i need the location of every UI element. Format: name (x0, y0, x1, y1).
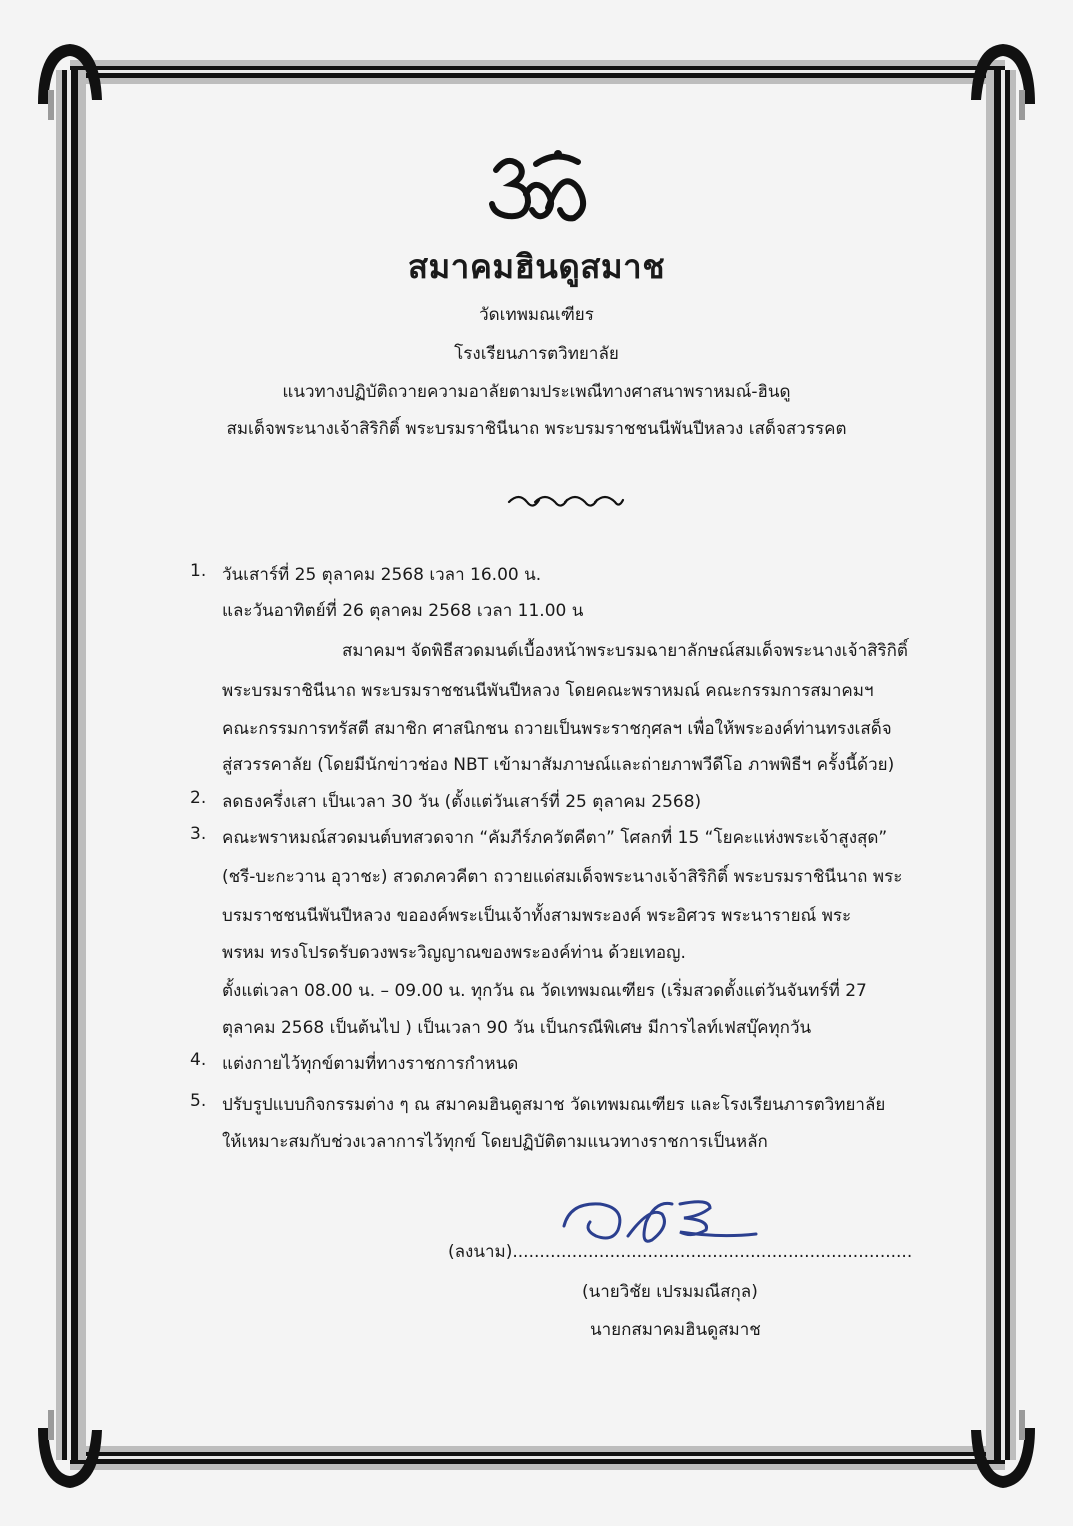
item-number: 2. (190, 788, 207, 808)
temple-name: วัดเทพมณเฑียร (479, 305, 594, 325)
item-5-line-1: ปรับรูปแบบกิจกรรมต่าง ๆ ณ สมาคมฮินดูสมาช วัดเทพมณเฑียร และโรงเรียนภารตวิทยาลัย (222, 1095, 886, 1115)
item-3-line-6: ตุลาคม 2568 เป็นต้นไป ) เป็นเวลา 90 วัน เป็นกรณีพิเศษ มีการไลท์เฟสบุ๊คทุกวัน (222, 1018, 812, 1038)
item-1-line-4: พระบรมราชินีนาถ พระบรมราชชนนีพันปีหลวง โดยคณะพราหมณ์ คณะกรรมการสมาคมฯ (222, 681, 874, 701)
item-5-line-2: ให้เหมาะสมกับช่วงเวลาการไว้ทุกข์ โดยปฏิบัติตามแนวทางราชการเป็นหลัก (222, 1132, 768, 1152)
item-3-line-3: บรมราชชนนีพันปีหลวง ขอองค์พระเป็นเจ้าทั้งสามพระองค์ พระอิศวร พระนารายณ์ พระ (222, 906, 852, 926)
signatory-name: (นายวิชัย เปรมมณีสกุล) (582, 1282, 758, 1302)
item-4-line-1: แต่งกายไว้ทุกข์ตามที่ทางราชการกำหนด (222, 1054, 519, 1074)
item-1-line-1: วันเสาร์ที่ 25 ตุลาคม 2568 เวลา 16.00 น. (222, 565, 542, 585)
item-number: 5. (190, 1091, 207, 1111)
item-2-line-1: ลดธงครึ่งเสา เป็นเวลา 30 วัน (ตั้งแต่วันเสาร์ที่ 25 ตุลาคม 2568) (222, 792, 702, 812)
item-1-line-3: สมาคมฯ จัดพิธีสวดมนต์เบื้องหน้าพระบรมฉายาลักษณ์สมเด็จพระนางเจ้าสิริกิติ์ (342, 641, 908, 661)
item-number: 3. (190, 824, 207, 844)
item-number: 1. (190, 561, 207, 581)
item-3-line-5: ตั้งแต่เวลา 08.00 น. – 09.00 น. ทุกวัน ณ วัดเทพมณเฑียร (เริ่มสวดตั้งแต่วันจันทร์ที่ 27 (222, 981, 867, 1001)
item-3-line-1: คณะพราหมณ์สวดมนต์บทสวดจาก “คัมภีร์ภควัตคีตา” โศลกที่ 15 “โยคะแห่งพระเจ้าสูงสุด” (222, 828, 888, 848)
document-subject: แนวทางปฏิบัติถวายความอาลัยตามประเพณีทางศาสนาพราหมณ์-ฮินดู (282, 382, 791, 402)
signatory-position: นายกสมาคมฮินดูสมาช (590, 1320, 761, 1340)
item-3-line-4: พรหม ทรงโปรดรับดวงพระวิญญาณของพระองค์ท่าน ด้วยเทอญ. (222, 943, 686, 963)
item-number: 4. (190, 1050, 207, 1070)
school-name: โรงเรียนภารตวิทยาลัย (454, 344, 619, 364)
item-1-line-2: และวันอาทิตย์ที่ 26 ตุลาคม 2568 เวลา 11.00 น (222, 601, 584, 621)
signature-line: (ลงนาม).......................................................................... (448, 1242, 913, 1262)
organization-title: สมาคมฮินดูสมาช (407, 247, 666, 286)
item-1-line-5: คณะกรรมการทรัสตี สมาชิก ศาสนิกชน ถวายเป็นพระราชกุศลฯ เพื่อให้พระองค์ท่านทรงเสด็จ (222, 719, 892, 739)
item-3-line-2: (ชรี-บะกะวาน อุวาชะ) สวดภควคีตา ถวายแด่สมเด็จพระนางเจ้าสิริกิติ์ พระบรมราชินีนาถ พระ (222, 867, 903, 887)
document-occasion: สมเด็จพระนางเจ้าสิริกิติ์ พระบรมราชินีนาถ พระบรมราชชนนีพันปีหลวง เสด็จสวรรคต (226, 419, 847, 439)
item-1-line-6: สู่สวรรคาลัย (โดยมีนักข่าวช่อง NBT เข้ามาสัมภาษณ์และถ่ายภาพวีดีโอ ภาพพิธีฯ ครั้งนี้ด้วย) (222, 755, 895, 775)
